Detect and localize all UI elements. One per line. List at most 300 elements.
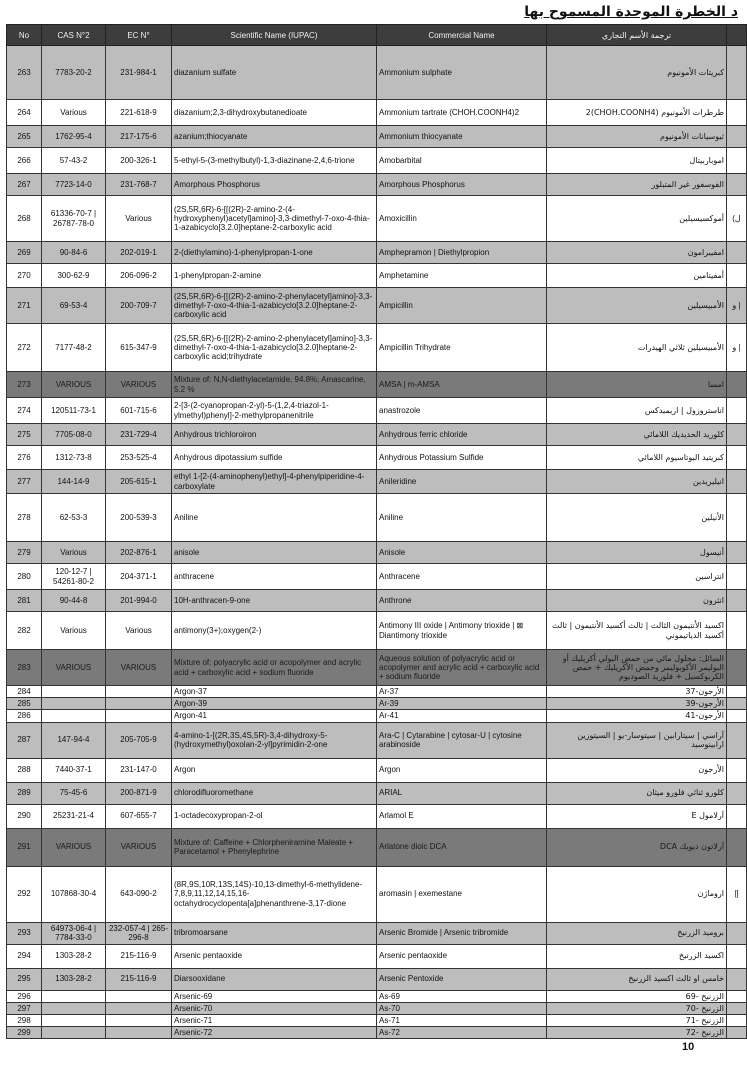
extra-cell	[727, 698, 747, 710]
row-number: 299	[7, 1027, 42, 1039]
arabic-name: أنيسول	[547, 542, 727, 564]
cas-number	[42, 710, 106, 722]
extra-cell: |]	[727, 866, 747, 922]
extra-cell	[727, 100, 747, 126]
extra-cell	[727, 174, 747, 196]
cas-number: 120511-73-1	[42, 398, 106, 424]
extra-cell	[727, 398, 747, 424]
arabic-name: بروميد الزرنيخ	[547, 922, 727, 944]
table-row	[7, 866, 747, 922]
arabic-name: آراسي | سيتارابين | سيتوسار-يو | السيتوزين ارابينوسيد	[547, 722, 727, 758]
cas-number: 107868-30-4	[42, 866, 106, 922]
arabic-name: الأنيلين	[547, 494, 727, 542]
scientific-name: Argon	[172, 758, 377, 782]
extra-cell	[727, 542, 747, 564]
extra-cell	[727, 494, 747, 542]
cas-number: 1762-95-4	[42, 126, 106, 148]
arabic-name: اموباربيتال	[547, 148, 727, 174]
table-row	[7, 264, 747, 288]
table-row	[7, 650, 747, 686]
ec-number: Various	[106, 196, 172, 242]
scientific-name: azanium;thiocyanate	[172, 126, 377, 148]
commercial-name: Anisole	[377, 542, 547, 564]
extra-cell	[727, 1002, 747, 1014]
row-number: 296	[7, 990, 42, 1002]
table-row	[7, 698, 747, 710]
scientific-name: (2S,5R,6R)-6-[[(2R)-2-amino-2-phenylacetyl]amino]-3,3-dimethyl-7-oxo-4-thia-1-azabicyclo[3.2.0]heptane-2-carboxylic acid;trihydrate	[172, 324, 377, 372]
cas-number: 1303-28-2	[42, 944, 106, 968]
cas-number	[42, 1014, 106, 1026]
cas-number	[42, 1027, 106, 1039]
commercial-name: Amorphous Phosphorus	[377, 174, 547, 196]
arabic-name: أموكسيسيلين	[547, 196, 727, 242]
arabic-name: كلورو ثنائي فلورو ميثان	[547, 782, 727, 804]
extra-cell: و |	[727, 288, 747, 324]
ec-number: 200-539-3	[106, 494, 172, 542]
row-number: 263	[7, 46, 42, 100]
arabic-name: كبريتات الأمونيوم	[547, 46, 727, 100]
scientific-name: Argon-37	[172, 686, 377, 698]
table-row	[7, 686, 747, 698]
table-row	[7, 804, 747, 828]
commercial-name: Aniline	[377, 494, 547, 542]
arabic-name: الأرجون	[547, 758, 727, 782]
table-row	[7, 710, 747, 722]
ec-number: 200-326-1	[106, 148, 172, 174]
commercial-name: Amoxicillin	[377, 196, 547, 242]
commercial-name: Amobarbital	[377, 148, 547, 174]
commercial-name: Anthrone	[377, 590, 547, 612]
extra-cell	[727, 612, 747, 650]
row-number: 268	[7, 196, 42, 242]
commercial-name: As-70	[377, 1002, 547, 1014]
extra-cell	[727, 1014, 747, 1026]
ec-number	[106, 1002, 172, 1014]
scientific-name: Arsenic pentaoxide	[172, 944, 377, 968]
row-number: 280	[7, 564, 42, 590]
commercial-name: Ar-41	[377, 710, 547, 722]
scientific-name: Arsenic-70	[172, 1002, 377, 1014]
ec-number: 200-709-7	[106, 288, 172, 324]
arabic-name: امفيبرامون	[547, 242, 727, 264]
extra-cell	[727, 782, 747, 804]
cas-number: 7177-48-2	[42, 324, 106, 372]
scientific-name: Mixture of: N,N-diethylacetamide, 94.8%; Amascarine, 5.2 %	[172, 372, 377, 398]
table-row	[7, 590, 747, 612]
scientific-name: Arsenic-71	[172, 1014, 377, 1026]
ec-number: 643-090-2	[106, 866, 172, 922]
ec-number: 231-147-0	[106, 758, 172, 782]
arabic-name: خامس او ثالث اكسيد الزرنيخ	[547, 968, 727, 990]
row-number: 285	[7, 698, 42, 710]
scientific-name: diazanium sulfate	[172, 46, 377, 100]
table-row	[7, 126, 747, 148]
arabic-name: آرلامول E	[547, 804, 727, 828]
row-number: 290	[7, 804, 42, 828]
header-commercial: Commercial Name	[377, 25, 547, 46]
extra-cell: (ل	[727, 196, 747, 242]
arabic-name: الفوسفور غير المتبلور	[547, 174, 727, 196]
row-number: 298	[7, 1014, 42, 1026]
commercial-name: aromasin | exemestane	[377, 866, 547, 922]
cas-number: 7723-14-0	[42, 174, 106, 196]
arabic-name: أمفيتامين	[547, 264, 727, 288]
table-row	[7, 612, 747, 650]
ec-number: 231-729-4	[106, 424, 172, 446]
extra-cell	[727, 126, 747, 148]
scientific-name: (2S,5R,6R)-6-[[(2R)-2-amino-2-phenylacetyl]amino]-3,3-dimethyl-7-oxo-4-thia-1-azabicyclo[3.2.0]heptane-2-carboxylic acid	[172, 288, 377, 324]
arabic-name: ثيوسيانات الأمونيوم	[547, 126, 727, 148]
row-number: 294	[7, 944, 42, 968]
scientific-name: ethyl 1-[2-(4-aminophenyl)ethyl]-4-phenylpiperidine-4-carboxylate	[172, 470, 377, 494]
row-number: 278	[7, 494, 42, 542]
row-number: 277	[7, 470, 42, 494]
cas-number: 57-43-2	[42, 148, 106, 174]
commercial-name: Amphepramon | Diethylpropion	[377, 242, 547, 264]
scientific-name: chlorodifluoromethane	[172, 782, 377, 804]
table-row	[7, 372, 747, 398]
commercial-name: Ar-37	[377, 686, 547, 698]
extra-cell: و |	[727, 324, 747, 372]
arabic-name: انتراسين	[547, 564, 727, 590]
cas-number: 62-53-3	[42, 494, 106, 542]
scientific-name: (2S,5R,6R)-6-[[(2R)-2-amino-2-(4-hydroxyphenyl)acetyl]amino]-3,3-dimethyl-7-oxo-4-thia-1-azabicyclo[3.2.0]heptane-2-carboxylic acid	[172, 196, 377, 242]
extra-cell	[727, 804, 747, 828]
ec-number	[106, 710, 172, 722]
extra-cell	[727, 590, 747, 612]
commercial-name: Antimony III oxide | Antimony trioxide | ⊠ Diantimony trioxide	[377, 612, 547, 650]
row-number: 276	[7, 446, 42, 470]
ec-number: 215-116-9	[106, 944, 172, 968]
table-body	[7, 46, 747, 1039]
table-row	[7, 990, 747, 1002]
arabic-name: اكسيد الزرنيخ	[547, 944, 727, 968]
extra-cell	[727, 446, 747, 470]
commercial-name: Arlamol E	[377, 804, 547, 828]
ec-number: 201-994-0	[106, 590, 172, 612]
ec-number: 205-615-1	[106, 470, 172, 494]
cas-number: Various	[42, 100, 106, 126]
commercial-name: ARIAL	[377, 782, 547, 804]
scientific-name: 1-octadecoxypropan-2-ol	[172, 804, 377, 828]
scientific-name: (8R,9S,10R,13S,14S)-10,13-dimethyl-6-methylidene-7,8,9,11,12,14,15,16-octahydrocyclopenta[a]phenanthrene-3,17-dione	[172, 866, 377, 922]
table-row	[7, 758, 747, 782]
commercial-name: Ammonium thiocyanate	[377, 126, 547, 148]
scientific-name: Anhydrous dipotassium sulfide	[172, 446, 377, 470]
table-row	[7, 446, 747, 470]
scientific-name: Argon-41	[172, 710, 377, 722]
table-row	[7, 174, 747, 196]
ec-number	[106, 1014, 172, 1026]
header-arabic: ترجمة الأسم التجاري	[547, 25, 727, 46]
row-number: 295	[7, 968, 42, 990]
row-number: 269	[7, 242, 42, 264]
extra-cell	[727, 922, 747, 944]
page-number: 10	[682, 1041, 695, 1053]
table-row	[7, 46, 747, 100]
extra-cell	[727, 968, 747, 990]
arabic-name: كبريتيد البوتاسيوم اللامائي	[547, 446, 727, 470]
extra-cell	[727, 944, 747, 968]
ec-number: 607-655-7	[106, 804, 172, 828]
extra-cell	[727, 710, 747, 722]
cas-number: 1303-28-2	[42, 968, 106, 990]
header-extra	[727, 25, 747, 46]
scientific-name: Arsenic-72	[172, 1027, 377, 1039]
ec-number: 205-705-9	[106, 722, 172, 758]
commercial-name: Arlatone dioic DCA	[377, 828, 547, 866]
commercial-name: As-72	[377, 1027, 547, 1039]
arabic-name: الأرجون-37	[547, 686, 727, 698]
ec-number: 217-175-6	[106, 126, 172, 148]
row-number: 270	[7, 264, 42, 288]
commercial-name: Arsenic pentaoxide	[377, 944, 547, 968]
table-row	[7, 470, 747, 494]
commercial-name: As-71	[377, 1014, 547, 1026]
cas-number: Various	[42, 612, 106, 650]
table-row	[7, 196, 747, 242]
commercial-name: Anhydrous ferric chloride	[377, 424, 547, 446]
ec-number: Various	[106, 612, 172, 650]
arabic-name: الزرنيخ -70	[547, 1002, 727, 1014]
row-number: 293	[7, 922, 42, 944]
row-number: 273	[7, 372, 42, 398]
table-row	[7, 148, 747, 174]
commercial-name: Anileridine	[377, 470, 547, 494]
table-row	[7, 288, 747, 324]
arabic-name: الزرنيخ -71	[547, 1014, 727, 1026]
extra-cell	[727, 722, 747, 758]
cas-number	[42, 686, 106, 698]
scientific-name: Arsenic-69	[172, 990, 377, 1002]
cas-number	[42, 990, 106, 1002]
ec-number: 215-116-9	[106, 968, 172, 990]
commercial-name: Ammonium tartrate (CHOH.COONH4)2	[377, 100, 547, 126]
scientific-name: 10H-anthracen-9-one	[172, 590, 377, 612]
ec-number: 601-715-6	[106, 398, 172, 424]
ec-number: VARIOUS	[106, 372, 172, 398]
row-number: 283	[7, 650, 42, 686]
table-row	[7, 564, 747, 590]
cas-number: 64973-06-4 | 7784-33-0	[42, 922, 106, 944]
scientific-name: Amorphous Phosphorus	[172, 174, 377, 196]
table-row	[7, 968, 747, 990]
arabic-name: كلوريد الحديديك اللامائي	[547, 424, 727, 446]
cas-number: 25231-21-4	[42, 804, 106, 828]
row-number: 288	[7, 758, 42, 782]
commercial-name: Argon	[377, 758, 547, 782]
table-row	[7, 494, 747, 542]
table-row	[7, 324, 747, 372]
commercial-name: Amphetamine	[377, 264, 547, 288]
row-number: 291	[7, 828, 42, 866]
row-number: 271	[7, 288, 42, 324]
extra-cell	[727, 1027, 747, 1039]
table-row	[7, 922, 747, 944]
table-row	[7, 424, 747, 446]
cas-number: 120-12-7 | 54261-80-2	[42, 564, 106, 590]
ec-number: 221-618-9	[106, 100, 172, 126]
row-number: 287	[7, 722, 42, 758]
scientific-name: 5-ethyl-5-(3-methylbutyl)-1,3-diazinane-2,4,6-trione	[172, 148, 377, 174]
ec-number: 200-871-9	[106, 782, 172, 804]
commercial-name: Ampicillin Trihydrate	[377, 324, 547, 372]
arabic-name: الأمبيسيلين ثلاثي الهيدرات	[547, 324, 727, 372]
table-row	[7, 1027, 747, 1039]
ec-number: 204-371-1	[106, 564, 172, 590]
ec-number: 202-876-1	[106, 542, 172, 564]
table-row	[7, 722, 747, 758]
commercial-name: Ammonium sulphate	[377, 46, 547, 100]
scientific-name: Anhydrous trichloroiron	[172, 424, 377, 446]
cas-number: 69-53-4	[42, 288, 106, 324]
row-number: 274	[7, 398, 42, 424]
extra-cell	[727, 148, 747, 174]
ec-number: VARIOUS	[106, 650, 172, 686]
arabic-name: الأرجون-41	[547, 710, 727, 722]
commercial-name: Arsenic Pentoxide	[377, 968, 547, 990]
commercial-name: Ampicillin	[377, 288, 547, 324]
cas-number: 90-44-8	[42, 590, 106, 612]
arabic-name: الزرنيخ -72	[547, 1027, 727, 1039]
row-number: 267	[7, 174, 42, 196]
table-row	[7, 782, 747, 804]
scientific-name: diazanium;2,3-dihydroxybutanedioate	[172, 100, 377, 126]
cas-number: 61336-70-7 | 26787-78-0	[42, 196, 106, 242]
row-number: 272	[7, 324, 42, 372]
scientific-name: 1-phenylpropan-2-amine	[172, 264, 377, 288]
row-number: 284	[7, 686, 42, 698]
cas-number: 90-84-6	[42, 242, 106, 264]
extra-cell	[727, 564, 747, 590]
ec-number	[106, 990, 172, 1002]
hazardous-substances-table	[6, 24, 747, 1039]
extra-cell	[727, 686, 747, 698]
scientific-name: Mixture of: Caffeine + Chlorpheniramine Maleate + Paracetamol + Phenylephrine	[172, 828, 377, 866]
cas-number	[42, 698, 106, 710]
cas-number	[42, 1002, 106, 1014]
extra-cell	[727, 828, 747, 866]
ec-number: 231-984-1	[106, 46, 172, 100]
arabic-name: انيليريدين	[547, 470, 727, 494]
cas-number: VARIOUS	[42, 372, 106, 398]
table-row	[7, 1014, 747, 1026]
row-number: 286	[7, 710, 42, 722]
commercial-name: Ar-39	[377, 698, 547, 710]
scientific-name: 4-amino-1-[(2R,3S,4S,5R)-3,4-dihydroxy-5-(hydroxymethyl)oxolan-2-yl]pyrimidin-2-one	[172, 722, 377, 758]
ec-number: 253-525-4	[106, 446, 172, 470]
cas-number: 7705-08-0	[42, 424, 106, 446]
row-number: 289	[7, 782, 42, 804]
cas-number: 147-94-4	[42, 722, 106, 758]
scientific-name: 2-(diethylamino)-1-phenylpropan-1-one	[172, 242, 377, 264]
commercial-name: As-69	[377, 990, 547, 1002]
cas-number: VARIOUS	[42, 650, 106, 686]
table-row	[7, 1002, 747, 1014]
header-ec: EC N°	[106, 25, 172, 46]
scientific-name: Diarsooxidane	[172, 968, 377, 990]
ec-number: 202-019-1	[106, 242, 172, 264]
arabic-name: طرطرات الأمونيوم (CHOH.COONH4)2	[547, 100, 727, 126]
cas-number: 7440-37-1	[42, 758, 106, 782]
ec-number	[106, 1027, 172, 1039]
arabic-name: السائل: محلول مائي من حمض البولي أكريليك أو البوليمر الأكوبوليمر وحمض الأكريليك + حمض الكربوكسيل + فلوريد الصوديوم	[547, 650, 727, 686]
arabic-name: اكسيد الأنتيمون الثالث | ثالث أكسيد الأنتيمون | ثالث أكسيد الدياتيموني	[547, 612, 727, 650]
scientific-name: 2-[3-(2-cyanopropan-2-yl)-5-(1,2,4-triazol-1-ylmethyl)phenyl]-2-methylpropanenitrile	[172, 398, 377, 424]
arabic-name: انثرون	[547, 590, 727, 612]
extra-cell	[727, 470, 747, 494]
arabic-name: اناستروزول | اريميدكس	[547, 398, 727, 424]
row-number: 275	[7, 424, 42, 446]
table-row	[7, 100, 747, 126]
commercial-name: Ara-C | Cytarabine | cytosar-U | cytosine arabinoside	[377, 722, 547, 758]
ec-number	[106, 686, 172, 698]
row-number: 264	[7, 100, 42, 126]
extra-cell	[727, 372, 747, 398]
extra-cell	[727, 424, 747, 446]
cas-number: 7783-20-2	[42, 46, 106, 100]
extra-cell	[727, 242, 747, 264]
arabic-name: آرلاتون ديويك DCA	[547, 828, 727, 866]
ec-number: 232-057-4 | 265-296-8	[106, 922, 172, 944]
header-cas: CAS N°2	[42, 25, 106, 46]
row-number: 279	[7, 542, 42, 564]
ec-number: 231-768-7	[106, 174, 172, 196]
commercial-name: Aqueous solution of polyacrylic acid or acopolymer and acrylic acid + carboxylic acid + sodium fluoride	[377, 650, 547, 686]
arabic-name: الزرنيخ -69	[547, 990, 727, 1002]
row-number: 265	[7, 126, 42, 148]
table-row	[7, 542, 747, 564]
ec-number: VARIOUS	[106, 828, 172, 866]
scientific-name: Mixture of: polyacrylic acid or acopolymer and acrylic acid + carboxylic acid + sodium fluoride	[172, 650, 377, 686]
table-row	[7, 944, 747, 968]
table-row	[7, 398, 747, 424]
scientific-name: anthracene	[172, 564, 377, 590]
cas-number: 144-14-9	[42, 470, 106, 494]
row-number: 281	[7, 590, 42, 612]
scientific-name: Aniline	[172, 494, 377, 542]
commercial-name: anastrozole	[377, 398, 547, 424]
commercial-name: AMSA | m-AMSA	[377, 372, 547, 398]
cas-number: 300-62-9	[42, 264, 106, 288]
header-iupac: Scientific Name (IUPAC)	[172, 25, 377, 46]
scientific-name: Argon-39	[172, 698, 377, 710]
extra-cell	[727, 990, 747, 1002]
scientific-name: tribromoarsane	[172, 922, 377, 944]
scientific-name: antimony(3+);oxygen(2-)	[172, 612, 377, 650]
cas-number: VARIOUS	[42, 828, 106, 866]
cas-number: 1312-73-8	[42, 446, 106, 470]
commercial-name: Anhydrous Potassium Sulfide	[377, 446, 547, 470]
extra-cell	[727, 758, 747, 782]
page-title: د الخطرة الموحدة المسموح بها	[524, 4, 738, 20]
commercial-name: Arsenic Bromide | Arsenic tribromide	[377, 922, 547, 944]
extra-cell	[727, 264, 747, 288]
extra-cell	[727, 46, 747, 100]
table-header-row	[7, 25, 747, 46]
ec-number: 206-096-2	[106, 264, 172, 288]
row-number: 292	[7, 866, 42, 922]
scientific-name: anisole	[172, 542, 377, 564]
cas-number: 75-45-6	[42, 782, 106, 804]
row-number: 282	[7, 612, 42, 650]
arabic-name: امسا	[547, 372, 727, 398]
arabic-name: اروماژن	[547, 866, 727, 922]
commercial-name: Anthracene	[377, 564, 547, 590]
ec-number: 615-347-9	[106, 324, 172, 372]
arabic-name: الأمبيسيلين	[547, 288, 727, 324]
cas-number: Various	[42, 542, 106, 564]
